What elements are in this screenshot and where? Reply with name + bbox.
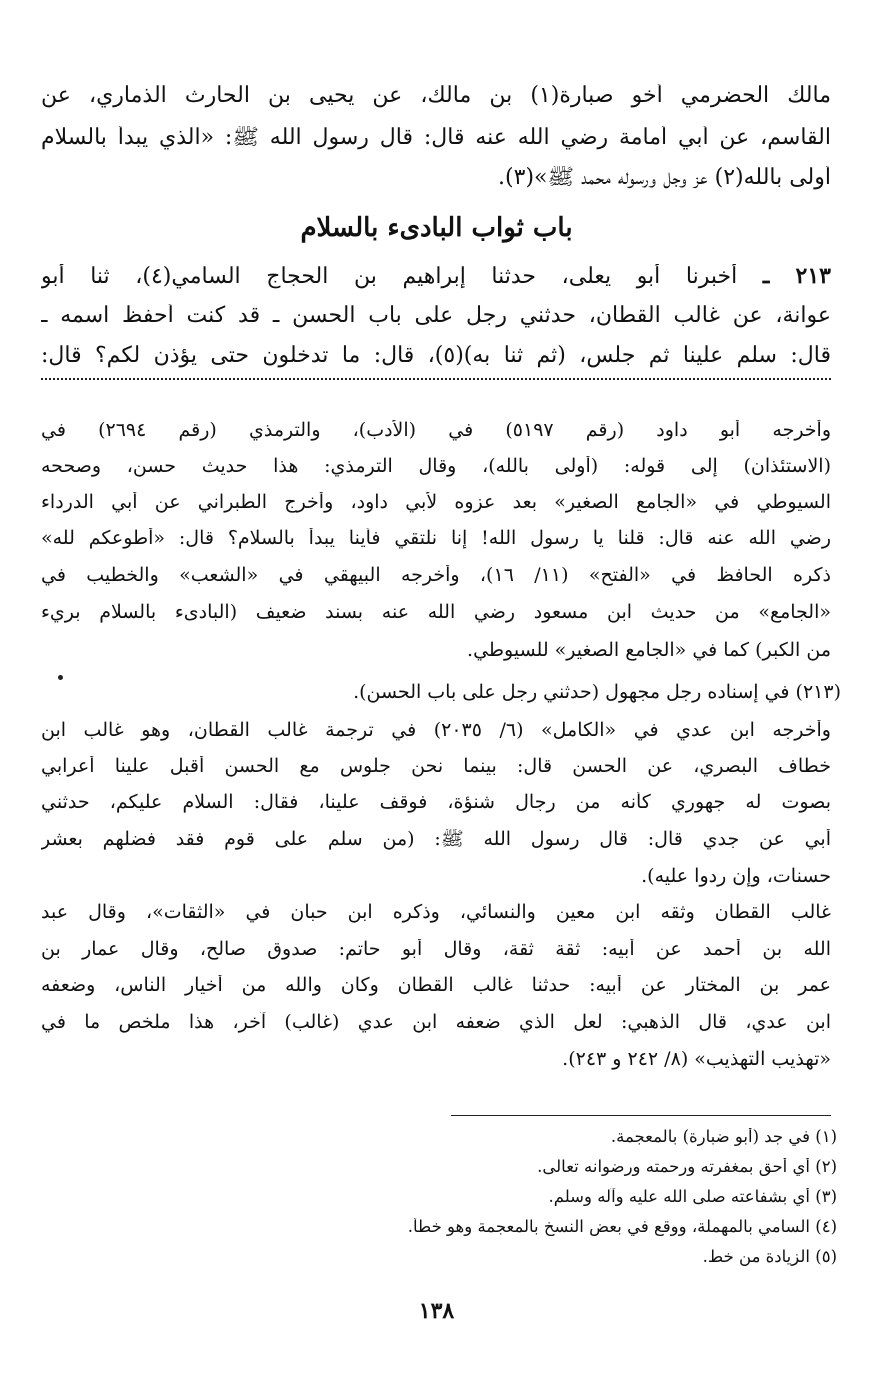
commentary-line: غالب القطان وثقه ابن معين والنسائي، وذكره ابن حبان في «الثقات»، وقال عبد (41, 902, 831, 923)
commentary-line: وأخرجه ابن عدي في «الكامل» (٦/ ٢٠٣٥) في ترجمة غالب القطان، وهو غالب ابن (41, 720, 831, 741)
commentary-line: وأخرجه أبو داود (رقم ٥١٩٧) في (الأدب)، والترمذي (رقم ٢٦٩٤) في (41, 420, 831, 441)
dotted-divider (41, 378, 831, 380)
hadith-number: ٢١٣ ـ (762, 264, 831, 289)
commentary-line: رضي الله عنه قال: قلنا يا رسول الله! إنا نلتقي فأينا يبدأ بالسلام؟ قال: «أطوعكم لله» (41, 528, 831, 549)
footnote: (٤) السامي بالمهملة، ووقع في بعض النسخ بالمعجمة وهو خطأ. (407, 1218, 837, 1236)
hadith-line: قال: سلم علينا ثم جلس، (ثم ثنا به)(٥)، قال: ما تدخلون حتى يؤذن لكم؟ قال: (41, 344, 831, 368)
commentary-line: «الجامع» من حديث ابن مسعود رضي الله عنه بسند ضعيف (البادىء بالسلام بريء (41, 602, 831, 623)
commentary-line: (٢١٣) في إسناده رجل مجهول (حدثني رجل على باب الحسن). (353, 682, 841, 703)
hadith-line (41, 264, 831, 289)
commentary-line: الله بن أحمد عن أبيه: ثقة ثقة، وقال أبو حاتم: صدوق صالح، وقال عمار بن (41, 939, 831, 960)
footnote: (٣) أي بشفاعته صلى الله عليه وآله وسلم. (548, 1188, 837, 1206)
commentary-line: من الكبر) كما في «الجامع الصغير» للسيوطي. (467, 640, 831, 661)
commentary-line: (الاستئذان) إلى قوله: (أولى بالله)، وقال الترمذي: هذا حديث حسن، وصححه (41, 456, 831, 477)
footnote: (١) في جد (أبو ضبارة) بالمعجمة. (610, 1128, 837, 1146)
commentary-line: عمر بن المختار عن أبيه: حدثنا غالب القطان وكان والله من أخيار الناس، وضعفه (41, 975, 831, 996)
commentary-line: ذكره الحافظ في «الفتح» (١١/ ١٦)، وأخرجه البيهقي في «الشعب» والخطيب في (41, 565, 831, 586)
hadith-text: أخبرنا أبو يعلى، حدثنا إبراهيم بن الحجاج السامي(٤)، ثنا أبو (41, 264, 738, 289)
chapter-title: باب ثواب البادىء بالسلام (300, 213, 573, 243)
commentary-line: ابن عدي، قال الذهبي: لعل الذي ضعفه ابن عدي (غالب) آخر، هذا ملخص ما في (41, 1012, 831, 1033)
footnote-divider (451, 1115, 831, 1116)
ink-dot (58, 675, 63, 680)
body-line: أولى بالله(٢) عز وجل ورسوله محمد ﷺ»(٣). (498, 166, 831, 190)
footnote: (٥) الزيادة من خط. (702, 1248, 837, 1266)
commentary-line: حسنات، وإن ردوا عليه). (641, 866, 831, 887)
commentary-line: أبي عن جدي قال: قال رسول الله ﷺ: (من سلم على قوم فقد فضلهم بعشر (41, 829, 831, 850)
body-line: مالك الحضرمي أخو صبارة(١) بن مالك، عن يحيى بن الحارث الذماري، عن (41, 84, 831, 108)
commentary-line: «تهذيب التهذيب» (٨/ ٢٤٢ و ٢٤٣). (562, 1049, 831, 1070)
commentary-line: خطاف البصري، عن الحسن قال: بينما نحن جلوس مع الحسن أقبل علينا أعرابي (41, 756, 831, 777)
page-number: ١٣٨ (418, 1298, 455, 1324)
hadith-line: عوانة، عن غالب القطان، حدثني رجل على باب الحسن ـ قد كنت أحفظ اسمه ـ (41, 304, 831, 328)
body-line: القاسم، عن أبي أمامة رضي الله عنه قال: قال رسول الله ﷺ: «الذي يبدأ بالسلام (41, 126, 831, 150)
commentary-line: السيوطي في «الجامع الصغير» بعد عزوه لأبي داود، وأخرج الطبراني عن أبي الدرداء (41, 492, 831, 513)
commentary-line: بصوت له جهوري كأنه من رجال شنؤة، فوقف علينا، فقال: السلام عليكم، حدثني (41, 792, 831, 813)
footnote: (٢) أي أحق بمغفرته ورحمته ورضوانه تعالى. (537, 1158, 837, 1176)
